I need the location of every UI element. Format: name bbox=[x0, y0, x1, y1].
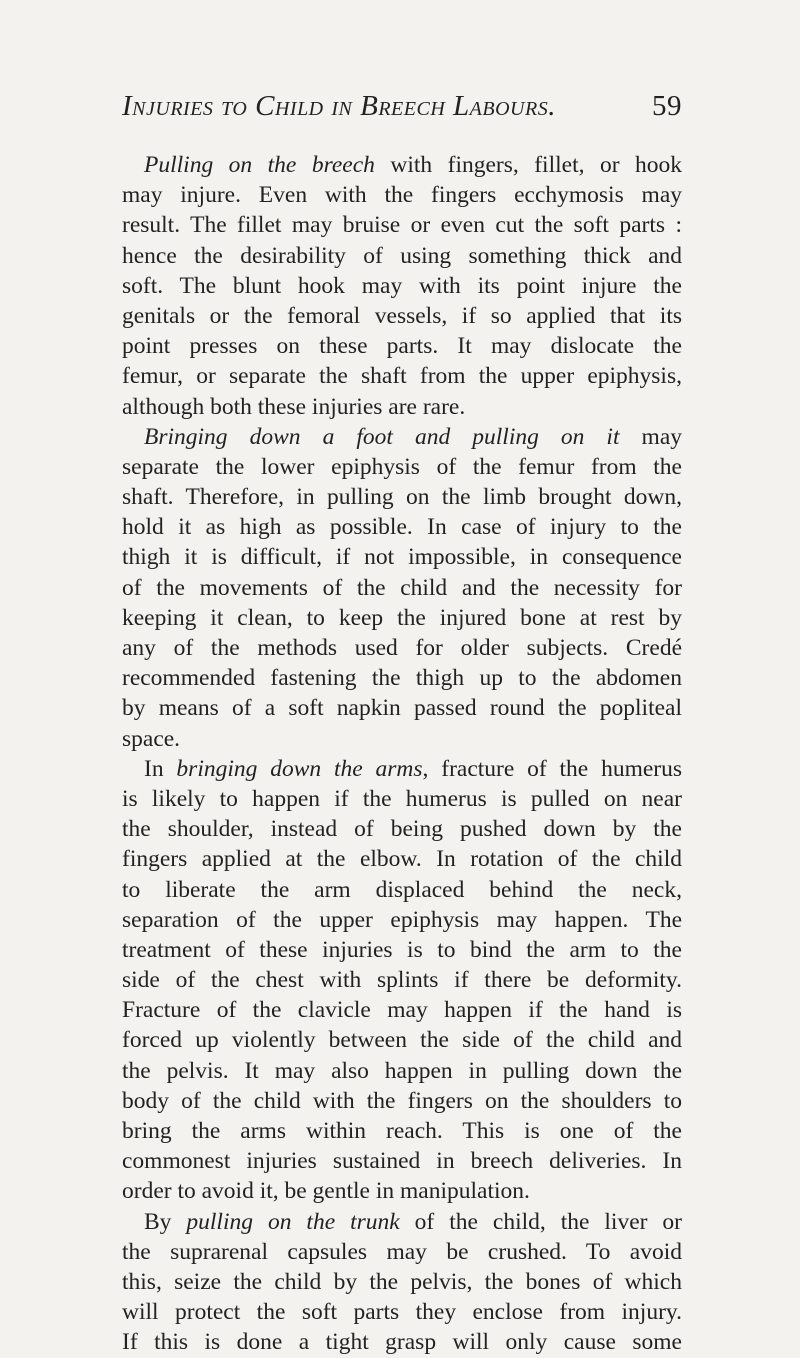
text-line bbox=[122, 603, 682, 633]
text-line bbox=[122, 573, 682, 603]
line-text: body of the child with the fingers on the shoulders to bbox=[122, 1087, 682, 1114]
text-line bbox=[122, 905, 682, 935]
italic-lead: bringing down the arms bbox=[176, 755, 423, 782]
line-text: by means of a soft napkin passed round the popliteal bbox=[122, 695, 682, 722]
text-line bbox=[122, 1327, 682, 1357]
line-text: Fracture of the clavicle may happen if the hand is bbox=[122, 997, 682, 1024]
line-text: hold it as high as possible. In case of injury to the bbox=[122, 514, 682, 541]
italic-lead: pulling on the trunk bbox=[186, 1208, 400, 1235]
line-text: separate the lower epiphysis of the femur from the bbox=[122, 453, 682, 480]
line-text: the shoulder, instead of being pushed down by the bbox=[122, 816, 682, 843]
line-text: although both these injuries are rare. bbox=[122, 393, 466, 420]
line-text: femur, or separate the shaft from the upper epiphysis, bbox=[122, 363, 682, 390]
line-text: the suprarenal capsules may be crushed. To avoid bbox=[122, 1238, 682, 1265]
text-line bbox=[122, 693, 682, 723]
line-text: treatment of these injuries is to bind the arm to the bbox=[122, 936, 682, 963]
line-text: to liberate the arm displaced behind the neck, bbox=[122, 876, 682, 903]
text-line bbox=[122, 180, 682, 210]
line-text: this, seize the child by the pelvis, the bones of which bbox=[122, 1268, 682, 1295]
text-line bbox=[122, 301, 682, 331]
page-number: 59 bbox=[652, 90, 682, 122]
line-text: hence the desirability of using something thick and bbox=[122, 242, 682, 269]
text-line bbox=[122, 633, 682, 663]
text-line bbox=[122, 1297, 682, 1327]
text-line bbox=[122, 1176, 682, 1206]
text-line bbox=[122, 844, 682, 874]
text-line bbox=[122, 1207, 682, 1237]
text-line bbox=[122, 361, 682, 391]
text-line bbox=[122, 1267, 682, 1297]
line-text: thigh it is difficult, if not impossible, in consequence bbox=[122, 544, 682, 571]
line-text: point presses on these parts. It may dislocate the bbox=[122, 333, 682, 360]
line-text: forced up violently between the side of the child and bbox=[122, 1027, 682, 1054]
line-text: separation of the upper epiphysis may happen. The bbox=[122, 906, 682, 933]
text-line bbox=[122, 875, 682, 905]
text-line bbox=[122, 965, 682, 995]
line-text: the pelvis. It may also happen in pulling down the bbox=[122, 1057, 682, 1084]
line-text: If this is done a tight grasp will only cause some bbox=[122, 1329, 682, 1356]
text-line bbox=[122, 1237, 682, 1267]
text-line bbox=[122, 1116, 682, 1146]
running-header bbox=[122, 90, 682, 130]
text-line bbox=[122, 814, 682, 844]
line-text: of the child, the liver or bbox=[399, 1208, 682, 1235]
line-text: fingers applied at the elbow. In rotation of the child bbox=[122, 846, 682, 873]
line-text: soft. The blunt hook may with its point injure the bbox=[122, 272, 682, 299]
text-line bbox=[122, 724, 682, 754]
text-line bbox=[122, 935, 682, 965]
line-text: shaft. Therefore, in pulling on the limb brought down, bbox=[122, 484, 682, 511]
line-text: may bbox=[619, 423, 683, 450]
text-line bbox=[122, 995, 682, 1025]
text-line bbox=[122, 210, 682, 240]
body-text bbox=[122, 150, 682, 1358]
line-text: will protect the soft parts they enclose from injury. bbox=[122, 1299, 682, 1326]
text-line bbox=[122, 663, 682, 693]
line-text: of the movements of the child and the necessity for bbox=[122, 574, 682, 601]
line-text: commonest injuries sustained in breech deliveries. In bbox=[122, 1148, 682, 1175]
text-line bbox=[122, 331, 682, 361]
text-line bbox=[122, 784, 682, 814]
line-text: bring the arms within reach. This is one of the bbox=[122, 1118, 682, 1144]
text-line bbox=[122, 482, 682, 512]
line-text: order to avoid it, be gentle in manipulation. bbox=[122, 1178, 530, 1205]
italic-lead: Bringing down a foot and pulling on it bbox=[144, 423, 620, 450]
text-line bbox=[122, 241, 682, 271]
text-line bbox=[122, 150, 682, 180]
line-text: side of the chest with splints if there be deformity. bbox=[122, 967, 682, 994]
text-line bbox=[122, 1086, 682, 1116]
line-text: recommended fastening the thigh up to the abdomen bbox=[122, 665, 682, 692]
text-line bbox=[122, 754, 682, 784]
line-text: space. bbox=[122, 725, 181, 752]
line-pre: In bbox=[144, 755, 177, 782]
text-line bbox=[122, 542, 682, 572]
line-text: with fingers, fillet, or hook bbox=[374, 152, 682, 178]
text-line bbox=[122, 512, 682, 542]
line-text: may injure. Even with the fingers ecchymosis may bbox=[122, 182, 682, 209]
text-line bbox=[122, 1056, 682, 1086]
line-pre: By bbox=[144, 1208, 187, 1235]
text-line bbox=[122, 452, 682, 482]
line-text: any of the methods used for older subjects. Credé bbox=[122, 635, 682, 661]
line-text: is likely to happen if the humerus is pulled on near bbox=[122, 785, 682, 812]
line-text: keeping it clean, to keep the injured bone at rest by bbox=[122, 604, 682, 631]
text-line bbox=[122, 271, 682, 301]
text-line bbox=[122, 392, 682, 422]
italic-lead: Pulling on the breech bbox=[144, 152, 375, 178]
text-line bbox=[122, 1146, 682, 1176]
line-text: , fracture of the humerus bbox=[422, 755, 683, 782]
line-text: result. The fillet may bruise or even cut the soft parts : bbox=[122, 212, 682, 239]
line-text: genitals or the femoral vessels, if so applied that its bbox=[122, 302, 682, 329]
running-title: Injuries to Child in Breech Labours. bbox=[122, 90, 556, 122]
text-line bbox=[122, 422, 682, 452]
text-line bbox=[122, 1025, 682, 1055]
